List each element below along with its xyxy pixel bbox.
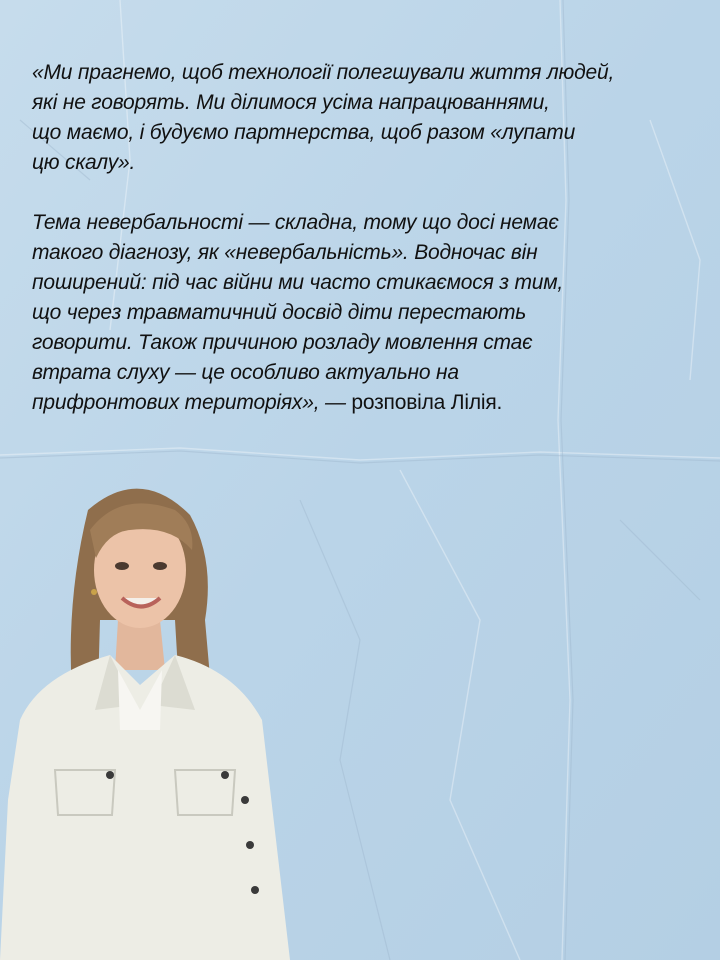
quote-line: які не говорять. Ми ділимося усіма напрацюваннями,	[32, 91, 550, 114]
quote-line: говорити. Також причиною розладу мовлення стає	[32, 331, 533, 354]
quote-line: поширений: під час війни ми часто стикаємося з тим,	[32, 271, 564, 294]
quote-paragraph-2	[32, 208, 692, 418]
quote-paragraph-1	[32, 58, 692, 178]
quote-line: Тема невербальності — складна, тому що досі немає	[32, 211, 559, 234]
quote-line: цю скалу».	[32, 151, 136, 174]
quote-line: що маємо, і будуємо партнерства, щоб разом «лупати	[32, 121, 576, 144]
quote-last-line	[32, 388, 692, 418]
attribution: розповіла Лілія.	[345, 391, 503, 414]
quote-line: що через травматичний досвід діти перестають	[32, 301, 527, 324]
quote-line: втрата слуху — це особливо актуально на	[32, 361, 459, 384]
quote-line: «Ми прагнемо, щоб технології полегшували життя людей,	[32, 61, 615, 84]
quote-line-end: прифронтових територіях», —	[32, 391, 346, 414]
portrait-photo	[0, 470, 320, 960]
white-jacket	[0, 655, 290, 960]
quote-line: такого діагнозу, як «невербальність». Водночас він	[32, 241, 538, 264]
